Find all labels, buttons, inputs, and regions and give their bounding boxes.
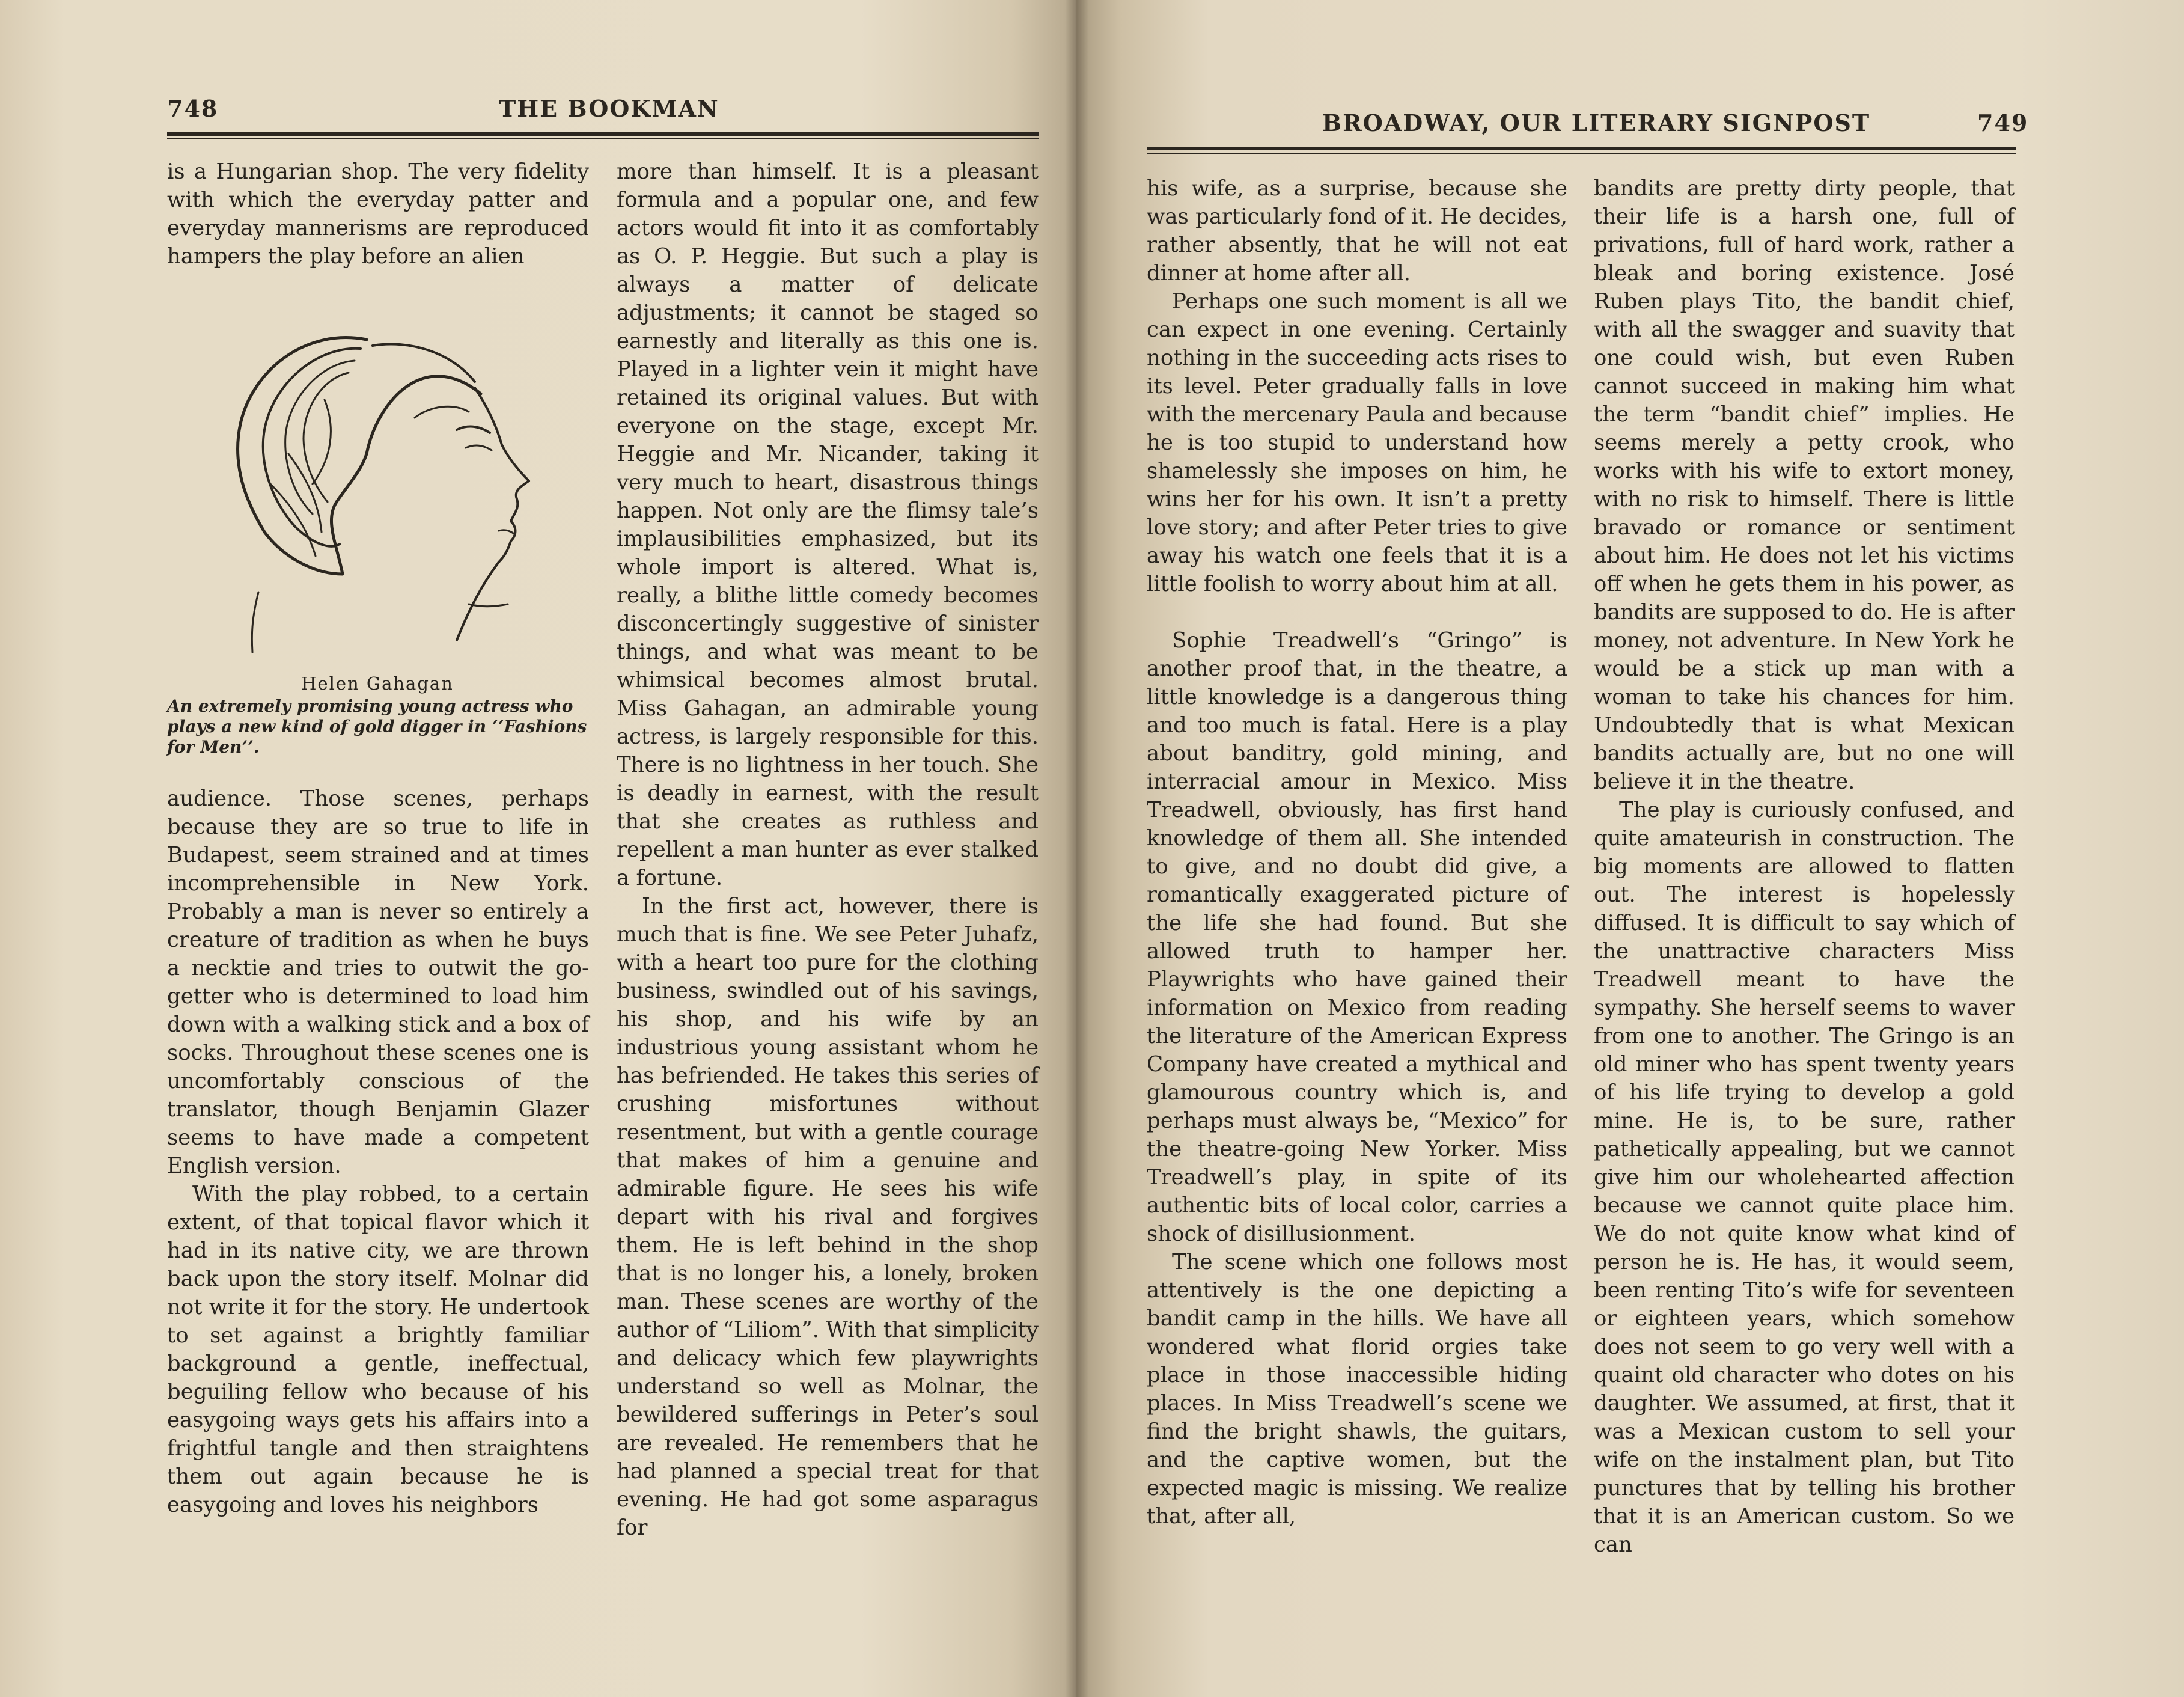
right-col2 — [1594, 174, 2015, 1559]
caption-name: Helen Gahagan — [301, 673, 454, 694]
paragraph: his wife, as a surprise, because she was particularly fond of it. He decides, rather absently, that he will not eat dinner at home after all. — [1147, 176, 1567, 286]
caption-text: An extremely promising young actress who plays a new kind of gold digger in ‘‘Fashions for Men’’. — [167, 696, 587, 757]
left-running-head: THE BOOKMAN — [499, 95, 719, 122]
paragraph: The play is curiously confused, and quite amateurish in construction. The big moments are allowed to flatten out. The interest is hopelessly diffused. It is difficult to say which of the unattractive characters Miss Treadwell meant to have the sympathy. She herself seems to waver from one to another. The Gringo is an old miner who has spent twenty years of his life trying to develop a gold mine. He is, to be sure, rather pathetically appealing, but we cannot give him our wholehearted affection because we cannot quite place him. We do not quite know what kind of person he is. He has, it would seem, been renting Tito’s wife for seventeen or eighteen years, which somehow does not seem to go very well with a quaint old character who dotes on his daughter. We assumed, at first, that it was a Mexican custom to sell your wife on the instalment plan, but Tito punctures that by telling his brother that it is an American custom. So we can — [1594, 798, 2015, 1557]
right-running-head: BROADWAY, OUR LITERARY SIGNPOST — [1322, 109, 1871, 136]
paragraph: is a Hungarian shop. The very fidelity with which the everyday patter and everyday mannerisms are reproduced hampers the play before an alien — [167, 159, 589, 269]
portrait-sketch-icon — [216, 304, 553, 658]
paragraph: bandits are pretty dirty people, that their life is a harsh one, full of privations, full of hard work, rather a bleak and boring existence. José Ruben plays Tito, the bandit chief, with all the swagger and suavity that one could wish, but even Ruben cannot succeed in making him what the term “bandit chief” implies. He seems merely a petty crook, who works with his wife to extort money, with no risk to himself. There is little bravado or romance or sentiment about him. He does not let his victims off when he gets them in his power, as bandits are supposed to do. He is after money, not adventure. In New York he would be a stick up man with a woman to take his chances for him. Undoubtedly that is what Mexican bandits actually are, but no one will believe it in the theatre. — [1594, 176, 2015, 794]
left-col1-top — [167, 157, 589, 271]
book-gutter — [1065, 0, 1089, 1697]
paragraph: In the first act, however, there is much that is fine. We see Peter Juhafz, with a heart too pure for the clothing business, swindled out of his savings, his shop, and his wife by an industrious young assistant whom he has befriended. He takes this series of crushing misfortunes without resentment, but with a gentle courage that makes of him a genuine and admirable figure. He sees his wife depart with his rival and forgives them. He is left behind in the shop that is no longer his, a lonely, broken man. These scenes are worthy of the author of “Liliom”. With that simplicity and delicacy which few playwrights understand so well as Molnar, the bewildered sufferings in Peter’s soul are revealed. He remembers that he had planned a special treat for that evening. He had got some asparagus for — [617, 894, 1039, 1540]
portrait-illustration — [216, 304, 553, 658]
left-col2 — [617, 157, 1039, 1542]
paragraph: audience. Those scenes, perhaps because they are so true to life in Budapest, seem strained and at times incomprehensible in New York. Probably a man is never so entirely a creature of tradition as when he buys a necktie and tries to outwit the go-getter who is determined to load him down with a walking stick and a box of socks. Throughout these scenes one is uncomfortably conscious of the translator, though Benjamin Glazer seems to have made a competent English version. — [167, 786, 589, 1178]
paragraph: The scene which one follows most attentively is the one depicting a bandit camp in the hills. We have all wondered what florid orgies take place in those inaccessible hiding places. In Miss Treadwell’s scene we find the bright shawls, the guitars, and the captive women, but the expected magic is missing. We realize that, after all, — [1147, 1250, 1567, 1529]
right-header-rule — [1147, 147, 2016, 150]
paragraph: Perhaps one such moment is all we can expect in one evening. Certainly nothing in the succeeding acts rises to its level. Peter gradually falls in love with the mercenary Paula and because he is too stupid to understand how shamelessly she imposes on him, he wins her for his own. It isn’t a pretty love story; and after Peter tries to give away his watch one feels that it is a little foolish to worry about him at all. — [1147, 289, 1567, 596]
right-page-number: 749 — [1977, 109, 2029, 136]
paragraph: Sophie Treadwell’s “Gringo” is another proof that, in the theatre, a little knowledge is a dangerous thing and too much is fatal. Here is a play about banditry, gold mining, and interracial amour in Mexico. Miss Treadwell, obviously, has first hand knowledge of them all. She intended to give, and no doubt did give, a romantically exaggerated picture of the life she had found. But she allowed truth to hamper her. Playwrights who have gained their information on Mexico from reading the literature of the American Express Company have created a mythical and glamourous country which is, and perhaps must always be, “Mexico” for the theatre-going New Yorker. Miss Treadwell’s play, in spite of its authentic bits of local color, carries a shock of disillusionment. — [1147, 628, 1567, 1246]
paragraph: With the play robbed, to a certain extent, of that topical flavor which it had in its native city, we are thrown back upon the story itself. Molnar did not write it for the story. He undertook to set against a brightly familiar background a gentle, ineffectual, beguiling fellow who because of his easygoing ways gets his affairs into a frightful tangle and then straightens them out again because he is easygoing and loves his neighbors — [167, 1182, 589, 1517]
left-col1-bottom — [167, 784, 589, 1519]
left-header-rule — [167, 132, 1039, 136]
right-col1 — [1147, 174, 1567, 1530]
paragraph: more than himself. It is a pleasant formula and a popular one, and few actors would fit into it as comfortably as O. P. Heggie. But such a play is always a matter of delicate adjustments; it cannot be staged so earnestly and literally as this one is. Played in a lighter vein it might have retained its original values. But with everyone on the stage, except Mr. Heggie and Mr. Nicander, taking it very much to heart, disastrous things happen. Not only are the flimsy tale’s implausibilities emphasized, but its whole import is altered. What is, really, a blithe little comedy becomes disconcertingly suggestive of sinister things, and what was meant to be whimsical becomes almost brutal. Miss Gahagan, an admirable young actress, is largely responsible for this. There is no lightness in her touch. She is deadly in earnest, with the result that she creates as ruthless and repellent a man hunter as ever stalked a fortune. — [617, 159, 1039, 890]
left-page-number: 748 — [167, 95, 219, 122]
